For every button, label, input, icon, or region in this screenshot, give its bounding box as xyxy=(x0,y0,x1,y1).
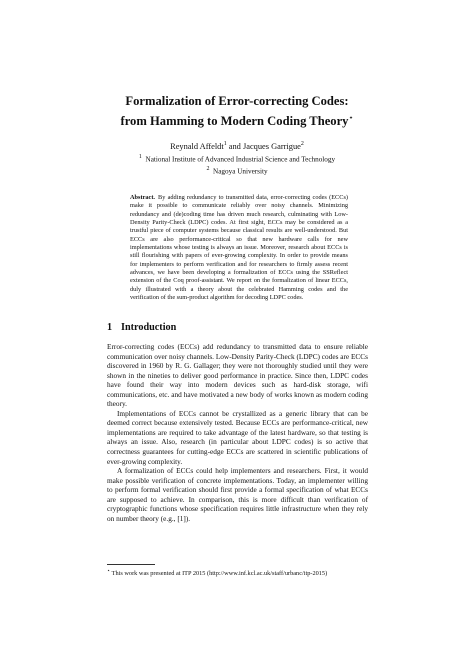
affiliation-1-mark: 1 xyxy=(138,154,142,160)
title-line-2-text: from Hamming to Modern Coding Theory xyxy=(120,113,349,128)
title-line-2 xyxy=(60,110,414,130)
paragraph-2: Implementations of ECCs cannot be crystallized as a generic library that can be deemed correct because extensively tested. Because ECCs are performance-critical, new implementations are required to take advantage of the latest hardware, so that testing is always an issue. Also, research (in particular about LDPC codes) is so active that correctness guarantees for cutting-edge ECCs are scattered in scientific publications of ever-growing complexity. xyxy=(107,408,368,466)
title-line-1: Formalization of Error-correcting Codes: xyxy=(125,94,349,108)
affiliation-1 xyxy=(60,153,414,165)
section-title: Introduction xyxy=(121,322,177,333)
author-garrigue-affil-mark: 2 xyxy=(300,141,304,147)
footnote xyxy=(107,568,369,578)
introduction-body xyxy=(107,342,368,523)
affiliation-1-text: National Institute of Advanced Industrial Science and Technology xyxy=(145,155,336,164)
affiliation-2 xyxy=(60,165,414,177)
abstract-text: By adding redundancy to transmitted data, error-correcting codes (ECCs) make it possible to communicate reliably over noisy channels. Minimizing redundancy and (de)coding time has driven much research, culminating with Low-Density Parity-Check (LDPC) codes. At first sight, ECCs may be considered as a trustful piece of computer systems because classical results are well-understood. But ECCs are also performance-critical so that new hardware calls for new implementations whose testing is always an issue. Moreover, research about ECCs is still flourishing with papers of ever-growing complexity. In order to provide means for implementers to perform verification and for researchers to firmly assess recent advances, we have been developing a formalization of ECCs using the SSReflect extension of the Coq proof-assistant. We report on the formalization of linear ECCs, duly illustrated with a theory about the celebrated Hamming codes and the verification of the sum-product algorithm for decoding LDPC codes. xyxy=(130,194,348,302)
affiliations xyxy=(60,153,414,177)
author-conjunction: and xyxy=(226,141,243,151)
footnote-divider xyxy=(107,564,155,565)
author-affeldt-affil-mark: 1 xyxy=(223,141,227,147)
section-number: 1 xyxy=(107,322,113,333)
author-garrigue: Jacques Garrigue xyxy=(242,141,301,151)
paragraph-1: Error-correcting codes (ECCs) add redundancy to transmitted data to ensure reliable communication over noisy channels. Low-Density Parity-Check (LDPC) codes are ECCs discovered in 1960 by R. G. Gallager; they were not thoroughly studied until they were shown in the nineties to deliver good performance in practice. Since then, LDPC codes have found their way into modern devices such as hard-disk storage, wifi communications, etc. and have motivated a new body of works known as modern coding theory. xyxy=(107,342,369,409)
affiliation-2-text: Nagoya University xyxy=(213,167,268,176)
paper-title xyxy=(60,94,414,129)
title-footnote-mark: ⋆ xyxy=(348,112,354,122)
footnote-mark: ⋆ xyxy=(107,569,111,574)
abstract xyxy=(130,194,348,302)
abstract-label: Abstract. xyxy=(130,194,156,201)
author-affeldt: Reynald Affeldt xyxy=(170,141,224,151)
paragraph-3: A formalization of ECCs could help implementers and researchers. First, it would make possible verification of concrete implementations. Today, an implementer willing to perform formal verification should first provide a formal specification of what ECCs are supposed to achieve. In comparison, this is more difficult than verification of cryptographic functions whose specification requires little infrastructure when they rely on number theory (e.g., [1]). xyxy=(107,466,368,523)
author-list xyxy=(60,139,414,152)
footnote-text: This work was presented at ITP 2015 (http://www.inf.kcl.ac.uk/staff/urbanc/itp-2015) xyxy=(111,570,328,578)
affiliation-2-mark: 2 xyxy=(206,165,210,172)
section-heading-introduction xyxy=(107,322,367,333)
